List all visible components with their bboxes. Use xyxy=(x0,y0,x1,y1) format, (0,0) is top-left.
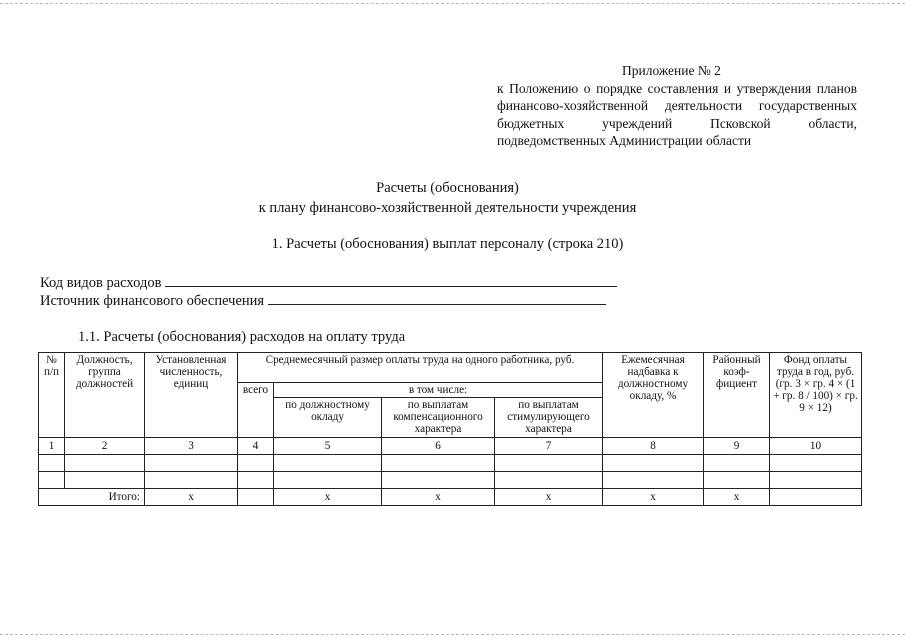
appendix-title: Приложение № 2 xyxy=(622,63,721,78)
total-cell[interactable] xyxy=(770,489,862,506)
table-row xyxy=(39,472,862,489)
table-cell[interactable] xyxy=(495,472,603,489)
expense-code-field xyxy=(40,273,617,292)
table-cell[interactable] xyxy=(382,472,495,489)
subsection-title: 1.1. Расчеты (обоснования) расходов на оплату труда xyxy=(78,329,406,345)
table-cell[interactable] xyxy=(39,455,65,472)
total-cell: x xyxy=(704,489,770,506)
header-avg-pay: Среднемесячный размер оплаты труда на одного работника, руб. xyxy=(238,353,603,383)
wage-calculation-table xyxy=(38,352,862,506)
column-number: 9 xyxy=(704,438,770,455)
column-number: 5 xyxy=(274,438,382,455)
total-cell: x xyxy=(274,489,382,506)
header-compensation: по выплатам компенсационного характера xyxy=(382,398,495,438)
table-cell[interactable] xyxy=(274,472,382,489)
header-position: Должность, группа должностей xyxy=(65,353,145,438)
table-cell[interactable] xyxy=(238,455,274,472)
column-number: 8 xyxy=(603,438,704,455)
header-headcount: Установленная численность, единиц xyxy=(145,353,238,438)
header-regional: Районный коэф-фициент xyxy=(704,353,770,438)
document-title: Расчеты (обоснования) xyxy=(376,180,519,196)
table-cell[interactable] xyxy=(65,455,145,472)
total-row xyxy=(39,489,862,506)
funding-source-label: Источник финансового обеспечения xyxy=(40,293,265,309)
table-cell[interactable] xyxy=(65,472,145,489)
header-allowance: Ежемесячная надбавка к должностному окладу, % xyxy=(603,353,704,438)
header-total: всего xyxy=(238,383,274,438)
column-number: 6 xyxy=(382,438,495,455)
total-cell[interactable] xyxy=(238,489,274,506)
header-incentive: по выплатам стимулирующего характера xyxy=(495,398,603,438)
table-cell[interactable] xyxy=(238,472,274,489)
column-number: 1 xyxy=(39,438,65,455)
table-cell[interactable] xyxy=(495,455,603,472)
table-cell[interactable] xyxy=(704,455,770,472)
table-cell[interactable] xyxy=(145,455,238,472)
table-cell[interactable] xyxy=(382,455,495,472)
document-subtitle: к плану финансово-хозяйственной деятельности учреждения xyxy=(258,200,637,216)
table-row xyxy=(39,455,862,472)
table-cell[interactable] xyxy=(603,472,704,489)
header-fund: Фонд оплаты труда в год, руб. (гр. 3 × гр. 4 × (1 + гр. 8 / 100) × гр. 9 × 12) xyxy=(770,353,862,438)
total-label: Итого: xyxy=(39,489,145,506)
total-cell: x xyxy=(603,489,704,506)
table-cell[interactable] xyxy=(704,472,770,489)
total-cell: x xyxy=(495,489,603,506)
appendix-text: к Положению о порядке составления и утверждения планов финансово-хозяйственной деятельности государственных бюджетных учреждений Псковской области, подведомственных Администрации области xyxy=(497,80,857,148)
header-num: № п/п xyxy=(39,353,65,438)
header-salary: по должностному окладу xyxy=(274,398,382,438)
column-number: 4 xyxy=(238,438,274,455)
table-cell[interactable] xyxy=(770,455,862,472)
table-cell[interactable] xyxy=(39,472,65,489)
table-cell[interactable] xyxy=(274,455,382,472)
total-cell: x xyxy=(145,489,238,506)
column-number: 7 xyxy=(495,438,603,455)
table-cell[interactable] xyxy=(603,455,704,472)
funding-source-field xyxy=(40,291,606,310)
table-cell[interactable] xyxy=(145,472,238,489)
table-cell[interactable] xyxy=(770,472,862,489)
column-number-row xyxy=(39,438,862,455)
column-number: 10 xyxy=(770,438,862,455)
expense-code-label: Код видов расходов xyxy=(40,275,162,291)
section-title: 1. Расчеты (обоснования) выплат персоналу (строка 210) xyxy=(271,236,624,252)
expense-code-blank[interactable] xyxy=(165,273,617,287)
scan-edge-bottom xyxy=(0,634,905,635)
total-cell: x xyxy=(382,489,495,506)
appendix-block xyxy=(497,62,857,150)
column-number: 3 xyxy=(145,438,238,455)
funding-source-blank[interactable] xyxy=(268,291,606,305)
column-number: 2 xyxy=(65,438,145,455)
header-including: в том числе: xyxy=(274,383,603,398)
scan-edge-top xyxy=(0,3,905,4)
